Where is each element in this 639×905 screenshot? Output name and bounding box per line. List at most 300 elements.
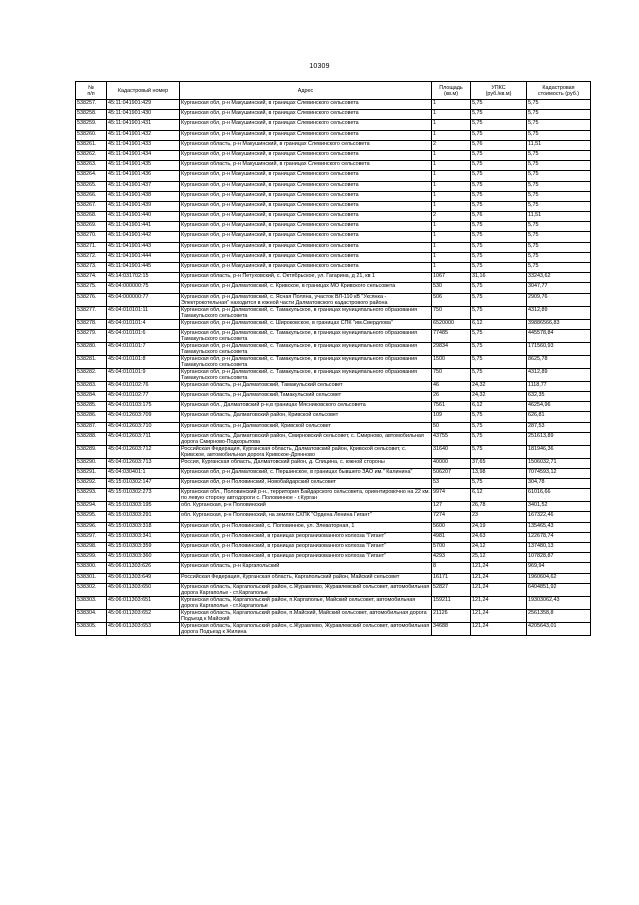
address: Курганская обл, р-н Половинский, в границах реорганизованного колхоза "Гигант" <box>180 543 432 553</box>
table-row <box>76 263 591 273</box>
table-row <box>76 342 591 355</box>
upks: 5,75 <box>471 232 527 242</box>
upks: 5,75 <box>471 150 527 160</box>
cadastral-cost: 4312,89 <box>527 368 591 381</box>
upks: 13,98 <box>471 468 527 478</box>
area: 9974 <box>432 489 471 502</box>
address: Курганская область, Каргапольский район, п.Майский, Майский сельсовет, автомобильная дорога Подъезд к Майский <box>180 609 432 622</box>
row-number: 538278. <box>76 319 107 329</box>
cadastral-number: 45:11:041901:439 <box>107 201 180 211</box>
cadastral-number: 45:06:011303:649 <box>107 573 180 583</box>
cadastral-cost: 5,75 <box>527 161 591 171</box>
area: 1500 <box>432 355 471 368</box>
area: 7561 <box>432 402 471 412</box>
cadastral-cost: 33243,62 <box>527 273 591 283</box>
cadastral-cost: 6404851,92 <box>527 583 591 596</box>
cadastral-cost: 2561358,8 <box>527 609 591 622</box>
table-row <box>76 100 591 110</box>
table-row <box>76 110 591 120</box>
cadastral-number: 45:04:010102:77 <box>107 391 180 401</box>
address: Курганская обл, р-н Макушинский, в границах Слевинского сельсовета <box>180 222 432 232</box>
upks: 5,75 <box>471 130 527 140</box>
area: 29834 <box>432 342 471 355</box>
table-row <box>76 563 591 573</box>
area: 750 <box>432 306 471 319</box>
table-row <box>76 161 591 171</box>
row-number: 538283. <box>76 381 107 391</box>
upks: 5,75 <box>471 242 527 252</box>
row-number: 538262. <box>76 150 107 160</box>
area: 506 <box>432 293 471 306</box>
area: 159211 <box>432 596 471 609</box>
cadastral-number: 45:11:041901:443 <box>107 242 180 252</box>
area: 8 <box>432 563 471 573</box>
address: Курганская область, р-н Петуховский, с. Октябрьское, ул. Гагарина, д 21, кв 1 <box>180 273 432 283</box>
address: Курганская область, р-н Далматовский, Кривской сельсовет <box>180 422 432 432</box>
address: обл. Курганская, р-н Половинский, на землях СХПК "Ордена Ленина Гигант" <box>180 512 432 522</box>
address: Курганская обл, р-н Половинский, Новобайдарский сельсовет <box>180 479 432 489</box>
area: 1 <box>432 150 471 160</box>
table-row <box>76 381 591 391</box>
address: Курганская обл, р-н Макушинский, в границах Слевинского сельсовета <box>180 191 432 201</box>
row-number: 538294. <box>76 502 107 512</box>
address: Курганская обл, р-н Далматовский, с. Тамакульское, в границах муниципального образования Тамакульского сельсовета <box>180 329 432 342</box>
cadastral-number: 45:11:041901:433 <box>107 140 180 150</box>
row-number: 538296. <box>76 522 107 532</box>
upks: 5,75 <box>471 412 527 422</box>
area: 506207 <box>432 468 471 478</box>
row-number: 538259. <box>76 120 107 130</box>
table-row <box>76 468 591 478</box>
area: 530 <box>432 283 471 293</box>
cadastral-number: 45:11:041901:435 <box>107 161 180 171</box>
header-cadastral-number: Кадастровый номер <box>107 82 180 100</box>
cadastral-number: 45:15:010303:359 <box>107 543 180 553</box>
cadastral-number: 45:04:010101:11 <box>107 306 180 319</box>
area: 1 <box>432 222 471 232</box>
cadastral-number: 45:15:010303:360 <box>107 553 180 563</box>
address: Курганская обл, р-н Макушинский, в границах Слевинского сельсовета <box>180 100 432 110</box>
address: Курганская обл, р-н Далматовский, с. Тамакульское, в границах муниципального образования Тамакульского сельсовета <box>180 342 432 355</box>
area: 5700 <box>432 543 471 553</box>
cadastral-cost: 5,75 <box>527 150 591 160</box>
cadastral-cost: 11,51 <box>527 212 591 222</box>
cadastral-number: 45:04:030401:1 <box>107 468 180 478</box>
table-row <box>76 150 591 160</box>
upks: 5,75 <box>471 161 527 171</box>
row-number: 538266. <box>76 191 107 201</box>
area: 1 <box>432 171 471 181</box>
cadastral-number: 45:11:041901:431 <box>107 120 180 130</box>
table-row <box>76 232 591 242</box>
area: 77485 <box>432 329 471 342</box>
table-row <box>76 532 591 542</box>
cadastral-cost: 445578,84 <box>527 329 591 342</box>
address: Курганская обл, р-н Далматовский, с. Тамакульское, в границах муниципального образования Тамакульского сельсовета <box>180 306 432 319</box>
area: 1 <box>432 232 471 242</box>
upks: 5,75 <box>471 283 527 293</box>
cadastral-number: 45:06:011303:651 <box>107 596 180 609</box>
table-row <box>76 130 591 140</box>
upks: 37,65 <box>471 458 527 468</box>
table-row <box>76 543 591 553</box>
upks: 23 <box>471 512 527 522</box>
address: Курганская обл, р-н Макушинский, в границах Слевинского сельсовета <box>180 171 432 181</box>
upks: 24,63 <box>471 532 527 542</box>
cadastral-cost: 122678,74 <box>527 532 591 542</box>
upks: 31,16 <box>471 273 527 283</box>
upks: 5,75 <box>471 368 527 381</box>
row-number: 538274. <box>76 273 107 283</box>
cadastral-number: 45:06:011303:650 <box>107 583 180 596</box>
header-number: № п/п <box>76 82 107 100</box>
table-row <box>76 140 591 150</box>
address: Курганская обл, р-н Макушинский, в границах Слевинского сельсовета <box>180 150 432 160</box>
row-number: 538267. <box>76 201 107 211</box>
upks: 5,75 <box>471 329 527 342</box>
table-row <box>76 502 591 512</box>
area: 5600 <box>432 522 471 532</box>
cadastral-number: 45:04:010101:4 <box>107 319 180 329</box>
address: Курганская область, р-н Каргапольский <box>180 563 432 573</box>
cadastral-cost: 304,78 <box>527 479 591 489</box>
table-row <box>76 609 591 622</box>
address: Курганская обл, р-н Далматовский, с. Тамакульское, в границах муниципального образования Тамакульского сельсовета <box>180 355 432 368</box>
cadastral-number: 45:11:041901:434 <box>107 150 180 160</box>
cadastral-cost: 1118,77 <box>527 381 591 391</box>
cadastral-cost: 626,81 <box>527 412 591 422</box>
table-row <box>76 319 591 329</box>
page-number: 10309 <box>309 63 330 70</box>
row-number: 538299. <box>76 553 107 563</box>
row-number: 538291. <box>76 468 107 478</box>
upks: 5,76 <box>471 212 527 222</box>
address: Курганская область, Каргапольский район, с.Журавлево, Журавлевский сельсовет, автомобильная дорога Подъезд к Жилина <box>180 622 432 635</box>
table-row <box>76 212 591 222</box>
cadastral-number: 45:04:010101:7 <box>107 342 180 355</box>
address: Курганская обл, р-н Далматовский, с. Тамакульское, в границах муниципального образования Тамакульского сельсовета <box>180 368 432 381</box>
header-address: Адрес <box>180 82 432 100</box>
cadastral-cost: 5,75 <box>527 232 591 242</box>
area: 53 <box>432 479 471 489</box>
upks: 5,75 <box>471 181 527 191</box>
upks: 5,75 <box>471 432 527 445</box>
upks: 5,75 <box>471 445 527 458</box>
address: Курганская обл, р-н Половинский, в границах реорганизованного колхоза "Гигант" <box>180 532 432 542</box>
upks: 24,32 <box>471 391 527 401</box>
cadastral-cost: 5,75 <box>527 222 591 232</box>
table-row <box>76 458 591 468</box>
upks: 5,75 <box>471 479 527 489</box>
row-number: 538305. <box>76 622 107 635</box>
cadastral-cost: 5,75 <box>527 242 591 252</box>
cadastral-number: 45:04:010103:175 <box>107 402 180 412</box>
address: Курганская обл, р-н Далматовский, с. Кривское, в границах МО Кривского сельсовета <box>180 283 432 293</box>
cadastral-cost: 135465,43 <box>527 522 591 532</box>
address: Курганская область, р-н Далматовский, Тамакульский сельсовет <box>180 381 432 391</box>
table-row <box>76 489 591 502</box>
area: 1 <box>432 120 471 130</box>
upks: 5,75 <box>471 422 527 432</box>
upks: 5,75 <box>471 171 527 181</box>
row-number: 538288. <box>76 432 107 445</box>
cadastral-cost: 5,75 <box>527 120 591 130</box>
cadastral-cost: 171560,93 <box>527 342 591 355</box>
address: Курганская обл, р-н Макушинский, в границах Слевинского сельсовета <box>180 212 432 222</box>
cadastral-number: 45:15:010303:341 <box>107 532 180 542</box>
table-row <box>76 355 591 368</box>
row-number: 538303. <box>76 596 107 609</box>
row-number: 538280. <box>76 342 107 355</box>
address: Курганская обл, р-н Макушинский, в границах Слевинского сельсовета <box>180 201 432 211</box>
upks: 24,32 <box>471 381 527 391</box>
address: Курганская обл, р-н Далматовский, с. Першинское, в границах бывшего ЗАО им." Калинина" <box>180 468 432 478</box>
upks: 5,75 <box>471 120 527 130</box>
address: Курганская обл, р-н Макушинский, в границах Слевинского сельсовета <box>180 252 432 262</box>
area: 2 <box>432 140 471 150</box>
cadastral-cost: 2909,76 <box>527 293 591 306</box>
area: 21126 <box>432 609 471 622</box>
address: Курганская обл, р-н Половинский, в границах реорганизованного колхоза "Гигант" <box>180 553 432 563</box>
table-row <box>76 391 591 401</box>
table-row <box>76 553 591 563</box>
address: Российская Федерация, Курганская область, Далматовский район, Кривской сельсовет, с. Кривское, автомобильная дорога Кривское-Дрянново <box>180 445 432 458</box>
address: Курганская область, р-н Макушинский, в границах Слевинского сельсовета <box>180 140 432 150</box>
area: 1 <box>432 201 471 211</box>
area: 26 <box>432 391 471 401</box>
area: 4981 <box>432 532 471 542</box>
cadastral-cost: 1960604,62 <box>527 573 591 583</box>
cadastral-number: 45:11:041901:436 <box>107 171 180 181</box>
table-row <box>76 171 591 181</box>
table-row <box>76 222 591 232</box>
upks: 6,12 <box>471 402 527 412</box>
upks: 121,24 <box>471 573 527 583</box>
address: Курганская область, Далматовский район, Смирновский сельсовет, с. Смирново, автомобильная дорога Смирново-Подкорытова <box>180 432 432 445</box>
cadastral-cost: 5,75 <box>527 110 591 120</box>
row-number: 538260. <box>76 130 107 140</box>
area: 1067 <box>432 273 471 283</box>
cadastral-number: 45:15:010303:318 <box>107 522 180 532</box>
table-row <box>76 368 591 381</box>
area: 1 <box>432 263 471 273</box>
area: 1 <box>432 110 471 120</box>
header-area: Площадь (кв.м) <box>432 82 471 100</box>
upks: 121,24 <box>471 596 527 609</box>
table-row <box>76 120 591 130</box>
upks: 6,12 <box>471 489 527 502</box>
row-number: 538273. <box>76 263 107 273</box>
area: 43755 <box>432 432 471 445</box>
cadastral-number: 45:15:010302:147 <box>107 479 180 489</box>
row-number: 538287. <box>76 422 107 432</box>
area: 34688 <box>432 622 471 635</box>
cadastral-cost: 181946,36 <box>527 445 591 458</box>
cadastral-number: 45:04:012603:711 <box>107 432 180 445</box>
area: 1 <box>432 181 471 191</box>
area: 40000 <box>432 458 471 468</box>
table-row <box>76 329 591 342</box>
cadastral-cost: 251613,89 <box>527 432 591 445</box>
row-number: 538279. <box>76 329 107 342</box>
upks: 5,75 <box>471 293 527 306</box>
table-row <box>76 512 591 522</box>
area: 1 <box>432 161 471 171</box>
address: Курганская область, р-н Далматовский,Тамакульский сельсовет <box>180 391 432 401</box>
upks: 5,76 <box>471 140 527 150</box>
address: Курганская обл, р-н Макушинский, в границах Слевинского сельсовета <box>180 242 432 252</box>
upks: 121,24 <box>471 609 527 622</box>
area: 6520000 <box>432 319 471 329</box>
area: 1 <box>432 191 471 201</box>
row-number: 538300. <box>76 563 107 573</box>
area: 52827 <box>432 583 471 596</box>
address: Курганская обл, р-н Далматовский, с. Широковское, в границах СПК "им.Свердлова" <box>180 319 432 329</box>
area: 1 <box>432 130 471 140</box>
table-row <box>76 402 591 412</box>
address: Курганская обл, р-н Макушинский, в границах Слевинского сельсовета <box>180 110 432 120</box>
area: 50 <box>432 422 471 432</box>
table-row <box>76 201 591 211</box>
address: Курганская обл, р-н Макушинский, в границах Слевинского сельсовета <box>180 232 432 242</box>
upks: 26,78 <box>471 502 527 512</box>
area: 1 <box>432 242 471 252</box>
address: Курганская область, Каргапольский район, с.Журавлево, Журавлевский сельсовет, автомобильная дорога Каргаполье - ст.Каргаполье <box>180 583 432 596</box>
upks: 6,12 <box>471 319 527 329</box>
table-row <box>76 273 591 283</box>
cadastral-number: 45:15:010303:291 <box>107 512 180 522</box>
cadastral-number: 45:04:012603:709 <box>107 412 180 422</box>
table-row <box>76 573 591 583</box>
cadastral-number: 45:11:041901:437 <box>107 181 180 191</box>
cadastral-cost: 5,75 <box>527 171 591 181</box>
header-cadastral-cost: Кадастровая стоимость (руб.) <box>527 82 591 100</box>
address: Россия, Курганская область, Далматовский район, д. Спицина, с. южной стороны <box>180 458 432 468</box>
cadastral-number: 45:11:041901:441 <box>107 222 180 232</box>
cadastral-number: 45:11:041901:444 <box>107 252 180 262</box>
upks: 5,75 <box>471 222 527 232</box>
table-row <box>76 622 591 635</box>
cadastral-cost: 5,75 <box>527 201 591 211</box>
upks: 5,75 <box>471 191 527 201</box>
cadastral-cost: 19303062,43 <box>527 596 591 609</box>
upks: 5,75 <box>471 110 527 120</box>
table-row <box>76 596 591 609</box>
table-row <box>76 293 591 306</box>
row-number: 538271. <box>76 242 107 252</box>
cadastral-number: 45:06:011303:652 <box>107 609 180 622</box>
cadastral-number: 45:06:011303:653 <box>107 622 180 635</box>
address: Курганская обл, р-н Макушинский, в границах Слевинского сельсовета <box>180 181 432 191</box>
table-row <box>76 432 591 445</box>
address: Курганская обл, р-н Далматовский, с. Ясная Поляна, участок ВЛ-110 кВ "Уксянка - Электрокотельная" находится в южной части Далматовского кадастрового района <box>180 293 432 306</box>
cadastral-number: 45:11:041901:440 <box>107 212 180 222</box>
area: 4293 <box>432 553 471 563</box>
area: 1 <box>432 252 471 262</box>
table-row <box>76 283 591 293</box>
upks: 5,75 <box>471 252 527 262</box>
row-number: 538295. <box>76 512 107 522</box>
cadastral-cost: 1506032,71 <box>527 458 591 468</box>
row-number: 538263. <box>76 161 107 171</box>
cadastral-number: 45:15:010302:273 <box>107 489 180 502</box>
address: Курганская область, Далматовский район, Кривской сельсовет <box>180 412 432 422</box>
row-number: 538277. <box>76 306 107 319</box>
cadastral-number: 45:14:031702:15 <box>107 273 180 283</box>
cadastral-cost: 8625,78 <box>527 355 591 368</box>
cadastral-number: 45:04:010101:9 <box>107 368 180 381</box>
table-row <box>76 479 591 489</box>
row-number: 538298. <box>76 543 107 553</box>
upks: 5,75 <box>471 342 527 355</box>
area: 127 <box>432 502 471 512</box>
table-row <box>76 412 591 422</box>
cadastral-cost: 167322,46 <box>527 512 591 522</box>
cadastral-cost: 287,53 <box>527 422 591 432</box>
cadastral-cost: 107828,87 <box>527 553 591 563</box>
cadastral-cost: 11,51 <box>527 140 591 150</box>
area: 7274 <box>432 512 471 522</box>
row-number: 538268. <box>76 212 107 222</box>
row-number: 538297. <box>76 532 107 542</box>
upks: 24,12 <box>471 543 527 553</box>
cadastral-number: 45:04:010101:8 <box>107 355 180 368</box>
cadastral-number: 45:04:012603:713 <box>107 458 180 468</box>
cadastral-number: 45:11:041901:432 <box>107 130 180 140</box>
row-number: 538265. <box>76 181 107 191</box>
cadastral-cost: 5,75 <box>527 252 591 262</box>
address: Курганская обл, р-н Макушинский, в границах Слевинского сельсовета <box>180 130 432 140</box>
row-number: 538272. <box>76 252 107 262</box>
upks: 5,75 <box>471 201 527 211</box>
cadastral-cost: 4312,89 <box>527 306 591 319</box>
area: 46 <box>432 381 471 391</box>
area: 31640 <box>432 445 471 458</box>
table-row <box>76 242 591 252</box>
cadastral-number: 45:04:012603:712 <box>107 445 180 458</box>
cadastral-number: 45:15:010303:195 <box>107 502 180 512</box>
address: Курганская обл, р-н Макушинский, в границах Слевинского сельсовета <box>180 263 432 273</box>
address: Курганская обл., Половинский р-н., территория Байдарского сельсовета, ориентировочно на 22 км. по левую сторону автодороги с. Половинное - г.Курган <box>181 489 430 502</box>
cadastral-number: 45:11:041901:438 <box>107 191 180 201</box>
table-row <box>76 445 591 458</box>
cadastral-cost: 969,94 <box>527 563 591 573</box>
area: 109 <box>432 412 471 422</box>
address: обл. Курганская, р-н Половинский <box>180 502 432 512</box>
address: Курганская область, Каргапольский район, п.Каргаполье, Майский сельсовет, автомобильная дорога Каргаполье - ст.Каргаполье <box>180 596 432 609</box>
row-number: 538270. <box>76 232 107 242</box>
address: Курганская обл, р-н Макушинский, в границах Слевинского сельсовета <box>180 120 432 130</box>
table-row <box>76 306 591 319</box>
row-number: 538293. <box>76 489 107 502</box>
cadastral-number: 45:04:012603:710 <box>107 422 180 432</box>
row-number: 538284. <box>76 391 107 401</box>
table-row <box>76 522 591 532</box>
row-number: 538286. <box>76 412 107 422</box>
cadastral-cost: 4205643,01 <box>527 622 591 635</box>
row-number: 538292. <box>76 479 107 489</box>
table-row <box>76 191 591 201</box>
row-number: 538304. <box>76 609 107 622</box>
cadastral-number: 45:11:041901:442 <box>107 232 180 242</box>
table-row <box>76 181 591 191</box>
row-number: 538264. <box>76 171 107 181</box>
upks: 121,24 <box>471 583 527 596</box>
cadastral-number: 45:04:010102:76 <box>107 381 180 391</box>
address: Курганская обл., Далматовский р-н,в границах Мясниковского сельсовета <box>180 402 432 412</box>
cadastral-cost: 632,35 <box>527 391 591 401</box>
cadastral-table <box>75 81 591 636</box>
